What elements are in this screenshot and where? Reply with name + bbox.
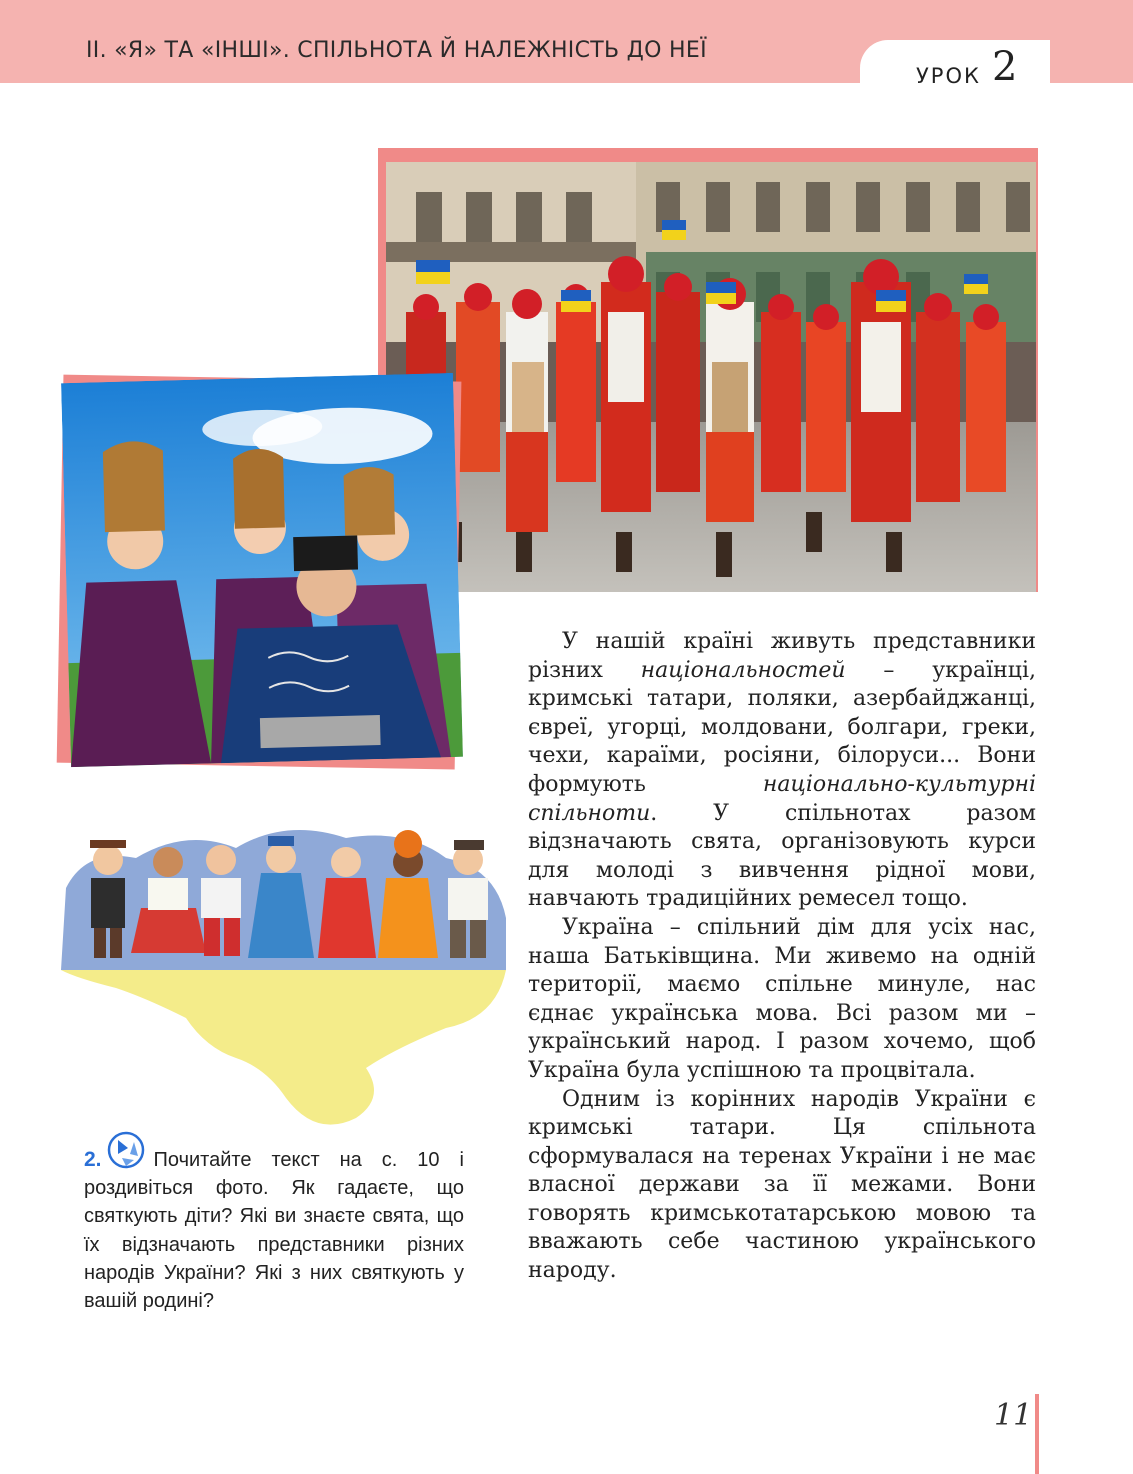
- crimean-tatar-photo-wrap: [61, 373, 463, 767]
- paragraph-3: Одним із корінних народів України є кримські татари. Ця спільнота сформувалася на теренах України і не має власної держави за її межами. Вони говорять кримськотатарською мовою та вважають себе частиною українського народу.: [528, 1086, 1036, 1284]
- p1-text-c: . У спільнотах разом відзначають свята, організовують курси для молоді з вивчення рідної мови, навчають традиційних ремесел тощо.: [528, 800, 1036, 912]
- lesson-number: 2: [992, 44, 1018, 90]
- paragraph-1: [528, 628, 1036, 914]
- lesson-tab: [860, 40, 1050, 98]
- page-number: 11: [994, 1398, 1033, 1433]
- term-national-cultural-communities: національно-культурні спільноти: [528, 771, 1036, 826]
- chapter-title: II. «Я» ТА «ІНШІ». СПІЛЬНОТА Й НАЛЕЖНІСТЬ ДО НЕЇ: [86, 38, 707, 63]
- p1-text-a: У нашій країні живуть представники різних: [528, 629, 1036, 683]
- discussion-cycle-icon: [104, 1130, 148, 1170]
- task-2: [84, 1130, 464, 1315]
- task-number: 2.: [84, 1148, 102, 1171]
- paragraph-2: Україна – спільний дім для усіх нас, наша Батьківщина. Ми живемо на одній території, маємо спільне минуле, нас єднає українська мова. Всі разом ми – український народ. І разом хочемо, щоб Україна була успішною та процвітала.: [528, 914, 1036, 1083]
- main-text: [528, 628, 1036, 1286]
- ukraine-map-illustration: [56, 818, 516, 1138]
- page-number-bar: [1035, 1394, 1039, 1474]
- parade-photo: [386, 162, 1036, 592]
- term-nationalities: національностей: [640, 657, 846, 683]
- lesson-label: УРОК: [916, 64, 981, 88]
- p1-text-b: – українці, кримські татари, поляки, азербайджанці, євреї, угорці, молдовани, болгари, греки, чехи, караїми, росіяни, білоруси... Вони формують: [528, 657, 1036, 797]
- crimean-tatar-photo: [61, 373, 463, 767]
- task-text: Почитайте текст на с. 10 і роздивіться фото. Як гадаєте, що святкують діти? Які ви знаєте свята, що їх відзначають представники різних народів України? Які з них святкують у вашій родині?: [84, 1149, 464, 1313]
